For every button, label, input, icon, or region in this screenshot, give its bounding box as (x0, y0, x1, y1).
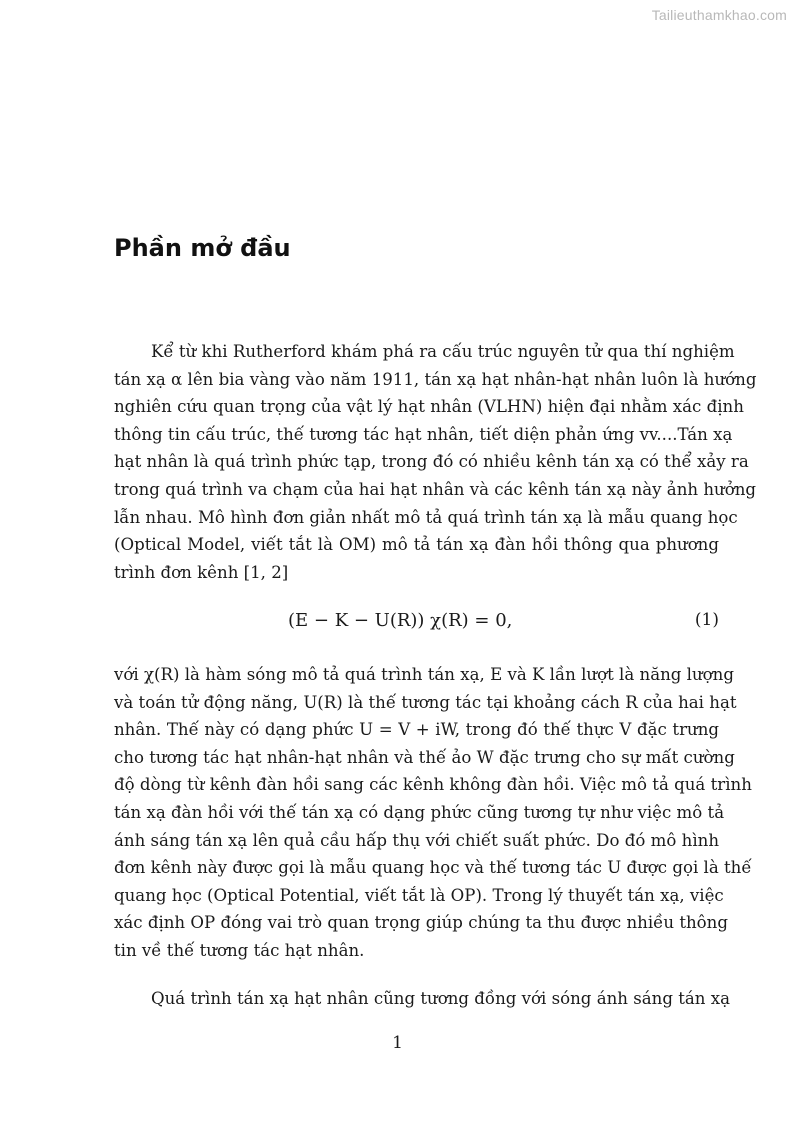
text-line: hạt nhân là quá trình phức tạp, trong đó có nhiều kênh tán xạ có thể xảy ra (114, 452, 749, 472)
watermark: Tailieuthamkhao.com (651, 7, 787, 23)
text-line: quang học (Optical Potential, viết tắt là OP). Trong lý thuyết tán xạ, việc (114, 885, 724, 905)
text-line: Quá trình tán xạ hạt nhân cũng tương đồng với sóng ánh sáng tán xạ (151, 989, 731, 1008)
section-title: Phần mở đầu (114, 234, 291, 262)
equation-1 (114, 610, 719, 640)
page-number: 1 (392, 1033, 403, 1053)
text-line: với χ(R) là hàm sóng mô tả quá trình tán xạ, E và K lần lượt là năng lượng (114, 665, 734, 684)
equation-number: (1) (694, 610, 719, 630)
text-line: nghiên cứu quan trọng của vật lý hạt nhân (VLHN) hiện đại nhằm xác định (114, 397, 744, 417)
text-line: cho tương tác hạt nhân-hạt nhân và thế ảo W đặc trưng cho sự mất cường (114, 747, 735, 767)
text-line: lẫn nhau. Mô hình đơn giản nhất mô tả quá trình tán xạ là mẫu quang học (114, 507, 738, 527)
text-line: tin về thế tương tác hạt nhân. (114, 940, 365, 960)
equation-body: (E − K − U(R)) χ(R) = 0, (288, 610, 513, 631)
text-line: trình đơn kênh [1, 2] (114, 562, 289, 582)
text-line: Kể từ khi Rutherford khám phá ra cấu trúc nguyên tử qua thí nghiệm (151, 342, 735, 361)
text-line: tán xạ α lên bia vàng vào năm 1911, tán xạ hạt nhân-hạt nhân luôn là hướng (114, 369, 757, 389)
text-line: (Optical Model, viết tắt là OM) mô tả tán xạ đàn hồi thông qua phương (114, 535, 719, 555)
paragraph-scattering (114, 985, 731, 1013)
text-line: đơn kênh này được gọi là mẫu quang học và thế tương tác U được gọi là thế (114, 858, 752, 878)
text-line: xác định OP đóng vai trò quan trọng giúp chúng ta thu được nhiều thông (114, 913, 728, 933)
text-line: thông tin cấu trúc, thế tương tác hạt nhân, tiết diện phản ứng vv....Tán xạ (114, 424, 733, 444)
paragraph-optical-model (114, 661, 752, 965)
text-line: và toán tử động năng, U(R) là thế tương tác tại khoảng cách R của hai hạt (114, 692, 737, 712)
paragraph-intro (114, 338, 757, 586)
text-line: tán xạ đàn hồi với thế tán xạ có dạng phức cũng tương tự như việc mô tả (114, 802, 725, 822)
text-line: trong quá trình va chạm của hai hạt nhân và các kênh tán xạ này ảnh hưởng (114, 479, 757, 499)
text-line: nhân. Thế này có dạng phức U = V + iW, trong đó thế thực V đặc trưng (114, 720, 719, 740)
text-line: ánh sáng tán xạ lên quả cầu hấp thụ với chiết suất phức. Do đó mô hình (114, 830, 720, 850)
text-line: độ dòng từ kênh đàn hồi sang các kênh không đàn hồi. Việc mô tả quá trình (114, 775, 752, 795)
